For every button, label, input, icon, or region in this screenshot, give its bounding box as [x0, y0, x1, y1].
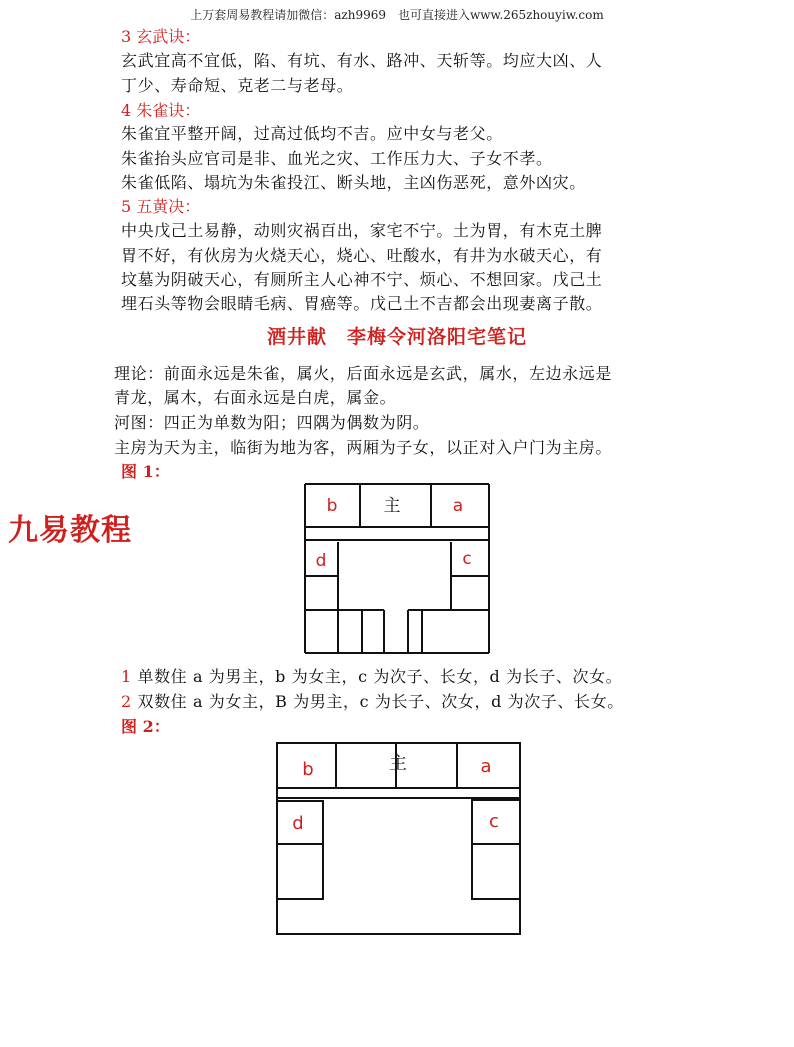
note-number: 2 [121, 692, 132, 711]
fig1-room-a: a [452, 496, 464, 516]
fig2-room-b: b [302, 759, 314, 780]
fig2-room-c: c [489, 811, 499, 832]
wuhuang-line-3: 坟墓为阴破天心，有厕所主人心神不宁、烦心、不想回家。戊己土 [121, 270, 603, 289]
section-title-wuhuang: 5 五黄决： [121, 197, 201, 216]
note-text: 双数住 a 为女主，B 为男主，c 为长子、次女，d 为次子、长女。 [131, 692, 624, 711]
fig1-room-b: b [326, 496, 338, 516]
main-title: 酒井献 李梅令河洛阳宅笔记 [266, 326, 527, 348]
figure1-note-1 [121, 664, 622, 687]
figure1-floorplan [300, 482, 494, 657]
section-title-zhuque: 4 朱雀诀： [121, 101, 201, 120]
fig1-room-main: 主 [383, 496, 401, 516]
fig1-room-c: c [462, 549, 472, 569]
zhuque-line-1: 朱雀宜平整开阔，过高过低均不吉。应中女与老父。 [121, 124, 503, 143]
fig1-room-d: d [315, 551, 327, 571]
wuhuang-line-2: 胃不好，有伙房为火烧天心，烧心、吐酸水，有井为水破天心，有 [121, 246, 603, 265]
fig2-room-d: d [292, 813, 304, 834]
note-text: 单数住 a 为男主，b 为女主，c 为次子、长女，d 为长子、次女。 [131, 667, 623, 686]
zhuque-line-2: 朱雀抬头应官司是非、血光之灾、工作压力大、子女不孝。 [121, 149, 553, 168]
figure1-note-2 [121, 689, 624, 712]
watermark: 九易教程 [8, 513, 132, 548]
xuanwu-line-2: 丁少、寿命短、克老二与老母。 [121, 76, 354, 95]
figure2-label: 图 2： [121, 717, 170, 736]
page-header: 上万套周易教程请加微信：azh9969 也可直接进入www.265zhouyiw.com [190, 8, 604, 22]
theory-line-2: 青龙，属木，右面永远是白虎，属金。 [114, 388, 397, 407]
fig2-room-a: a [480, 756, 492, 777]
theory-line-3: 河图：四正为单数为阳；四隅为偶数为阴。 [114, 413, 430, 432]
xuanwu-line-1: 玄武宜高不宜低，陷、有坑、有水、路冲、天斩等。均应大凶、人 [121, 51, 603, 70]
theory-line-1: 理论：前面永远是朱雀，属火，后面永远是玄武，属水，左边永远是 [114, 364, 613, 383]
theory-line-4: 主房为天为主，临街为地为客，两厢为子女，以正对入户门为主房。 [114, 438, 613, 457]
figure1-label: 图 1： [121, 462, 170, 481]
note-number: 1 [121, 667, 132, 686]
wuhuang-line-4: 埋石头等物会眼睛毛病、胃癌等。戊己土不吉都会出现妻离子散。 [121, 294, 603, 313]
section-title-xuanwu: 3 玄武诀： [121, 27, 201, 46]
wuhuang-line-1: 中央戊己土易静，动则灾祸百出，家宅不宁。土为胃，有木克土脾 [121, 221, 603, 240]
zhuque-line-3: 朱雀低陷、塌坑为朱雀投江、断头地，主凶伤恶死，意外凶灾。 [121, 173, 586, 192]
figure2-floorplan [272, 740, 526, 938]
fig2-room-main: 主 [389, 753, 407, 774]
